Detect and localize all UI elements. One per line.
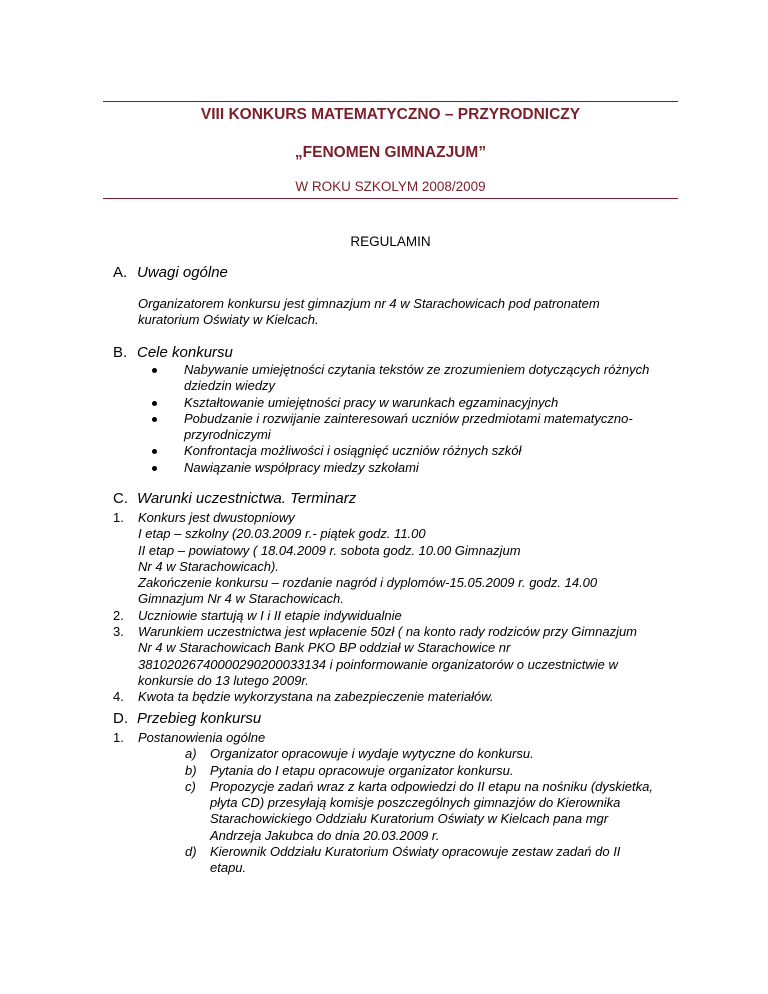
bullet-icon [152, 466, 157, 471]
sub-list-item: b) Pytania do I etapu opracowuje organizator konkursu. [185, 762, 514, 778]
goals-list [140, 362, 660, 476]
section-a-text: Organizatorem konkursu jest gimnazjum nr 4 w Starachowicach pod patronatem kuratorium Oświaty w Kielcach. [138, 296, 600, 327]
bullet-icon [152, 401, 157, 406]
section-title: Cele konkursu [137, 344, 233, 361]
section-letter: A. [113, 264, 128, 281]
list-item: 4. Kwota ta będzie wykorzystana na zabezpieczenie materiałów. [113, 689, 494, 705]
sub-list-item: c) Propozycje zadań wraz z karta odpowiedzi do II etapu na nośniku (dyskietka, płyta CD) przesyłają komisje poszczególnych gimnazjów do Kierownika Starachowickiego Oddziału Kuratorium Oświaty w Kielcach pana mgr Andrzeja Jakubca do dnia 20.03.2009 r. [185, 778, 653, 843]
list-item: 1. Postanowienia ogólne a) Organizator opracowuje i wydaje wytyczne do konkursu. b) Pytania do I etapu opracowuje organizator konkursu. c) Propozycje zadań wraz z karta odpowiedzi do II etapu na nośniku (dyskietka, płyta CD) przesyłają komisje poszczególnych gimnazjów do Kierownika Starachowickiego Oddziału Kuratorium Oświaty w Kielcach pana mgr Andrzeja Jakubca do dnia 20.03.2009 r. d) Kierownik Oddziału Kuratorium Oświaty opracowuje zestaw zadań do II etapu. [113, 730, 673, 877]
bottom-rule [103, 198, 678, 199]
sub-list [138, 746, 673, 876]
list-item: 2. Uczniowie startują w I i II etapie indywidualnie [113, 607, 402, 623]
list-item: Nawiązanie współpracy miedzy szkołami [140, 460, 660, 476]
section-letter: D. [113, 710, 128, 727]
list-item: Nabywanie umiejętności czytania tekstów ze zrozumieniem dotyczących różnych dziedzin wiedzy [140, 362, 660, 395]
school-year: W ROKU SZKOLYM 2008/2009 [295, 179, 486, 194]
section-letter: C. [113, 490, 128, 507]
conditions-list [113, 510, 673, 706]
document-subtitle: „FENOMEN GIMNAZJUM” [294, 144, 487, 161]
sub-list-item: a) Organizator opracowuje i wydaje wytyczne do konkursu. [185, 746, 534, 762]
list-item: 3. Warunkiem uczestnictwa jest wpłacenie 50zł ( na konto rady rodziców przy Gimnazjum Nr 4 w Starachowicach Bank PKO BP oddział w Starachowice nr 38102026740000290200033134 i poinformowanie organizatorów o uczestnictwie w konkursie do 13 lutego 2009r. [113, 624, 638, 688]
section-letter: B. [113, 344, 128, 361]
list-item: 1. Konkurs jest dwustopniowy I etap – szkolny (20.03.2009 r.- piątek godz. 11.00 II etap – powiatowy ( 18.04.2009 r. sobota godz. 10.00 Gimnazjum Nr 4 w Starachowicach). Zakończenie konkursu – rozdanie nagród i dyplomów-15.05.2009 r. godz. 14.00 Gimnazjum Nr 4 w Starachowicach. [113, 510, 598, 607]
bullet-icon [152, 368, 157, 373]
list-item: Konfrontacja możliwości i osiągnięć uczniów różnych szkół [140, 443, 660, 459]
section-d-heading [113, 710, 261, 727]
sub-list-item: d) Kierownik Oddziału Kuratorium Oświaty opracowuje zestaw zadań do II etapu. [185, 844, 621, 876]
list-item: Kształtowanie umiejętności pracy w warunkach egzaminacyjnych [140, 395, 660, 411]
procedure-list [113, 730, 673, 877]
bullet-icon [152, 417, 157, 422]
section-a-heading [113, 264, 228, 281]
bullet-icon [152, 449, 157, 454]
section-title: Warunki uczestnictwa. Terminarz [137, 490, 357, 507]
section-title: Przebieg konkursu [137, 710, 262, 727]
section-title: Uwagi ogólne [137, 264, 228, 281]
regulamin-heading: REGULAMIN [350, 234, 431, 249]
section-c-heading [113, 490, 356, 507]
document-title: VIII KONKURS MATEMATYCZNO – PRZYRODNICZY [200, 106, 581, 123]
section-b-heading [113, 344, 233, 361]
list-item: Pobudzanie i rozwijanie zainteresowań uczniów przedmiotami matematyczno-przyrodniczymi [140, 411, 660, 444]
top-rule [103, 101, 678, 102]
